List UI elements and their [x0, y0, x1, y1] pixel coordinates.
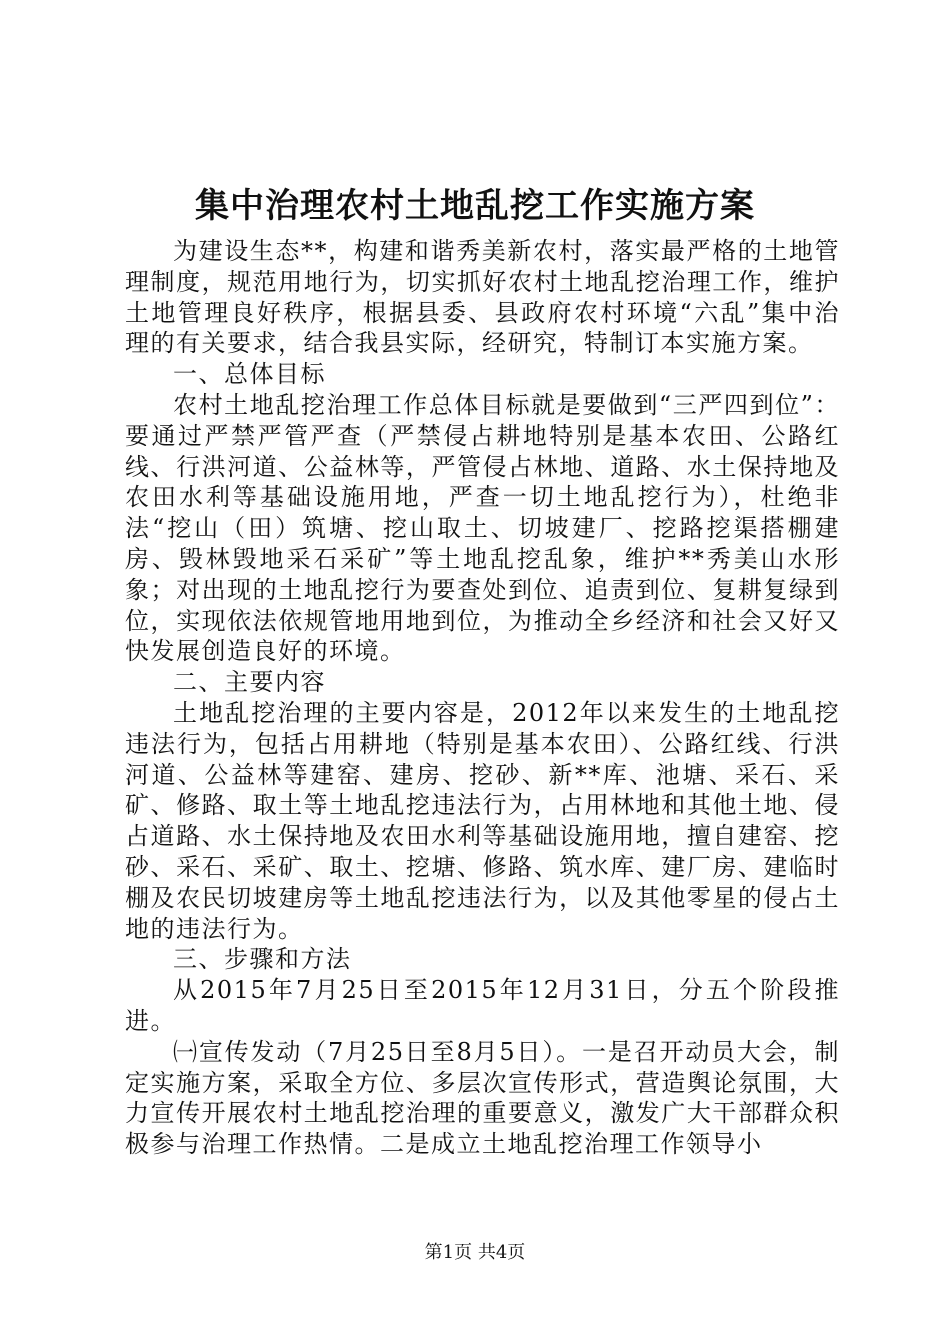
- page-footer: 第1页 共4页: [424, 1242, 526, 1263]
- document-title: 集中治理农村土地乱挖工作实施方案: [195, 186, 755, 226]
- intro-paragraph: 为建设生态**，构建和谐秀美新农村，落实最严格的土地管理制度，规范用地行为，切实抓好农村土地乱挖治理工作，维护土地管理良好秩序，根据县委、县政府农村环境“六乱”集中治理的有关要求，结合我县实际，经研究，特制订本实施方案。: [125, 237, 840, 358]
- step-one-paragraph: ㈠宣传发动（7月25日至8月5日）。一是召开动员大会，制定实施方案，采取全方位、多层次宣传形式，营造舆论氛围，大力宣传开展农村土地乱挖治理的重要意义，激发广大干部群众积极参与治理工作热情。二是成立土地乱挖治理工作领导小: [125, 1037, 840, 1159]
- section-heading-overall-goal: 一、总体目标: [173, 360, 326, 389]
- main-content-paragraph: 土地乱挖治理的主要内容是，2012年以来发生的土地乱挖违法行为，包括占用耕地（特别是基本农田）、公路红线、行洪河道、公益林等建窑、建房、挖砂、新**库、池塘、采石、采矿、修路、取土等土地乱挖违法行为，占用林地和其他土地、侵占道路、水土保持地及农田水利等基础设施用地，擅自建窑、挖砂、采石、采矿、取土、挖塘、修路、筑水库、建厂房、建临时棚及农民切坡建房等土地乱挖违法行为，以及其他零星的侵占土地的违法行为。: [125, 698, 840, 943]
- section-heading-steps-methods: 三、步骤和方法: [173, 945, 352, 974]
- overall-goal-paragraph: 农村土地乱挖治理工作总体目标就是要做到“三严四到位”：要通过严禁严管严查（严禁侵占耕地特别是基本农田、公路红线、行洪河道、公益林等，严管侵占林地、道路、水土保持地及农田水利等基础设施用地，严查一切土地乱挖行为），杜绝非法“挖山（田）筑塘、挖山取土、切坡建厂、挖路挖渠搭棚建房、毁林毁地采石采矿”等土地乱挖乱象，维护**秀美山水形象；对出现的土地乱挖行为要查处到位、追责到位、复耕复绿到位，实现依法依规管地用地到位，为推动全乡经济和社会又好又快发展创造良好的环境。: [125, 390, 840, 666]
- section-heading-main-content: 二、主要内容: [173, 668, 326, 697]
- document-body: [125, 236, 840, 1160]
- steps-methods-paragraph: 从2015年7月25日至2015年12月31日，分五个阶段推进。: [125, 976, 840, 1035]
